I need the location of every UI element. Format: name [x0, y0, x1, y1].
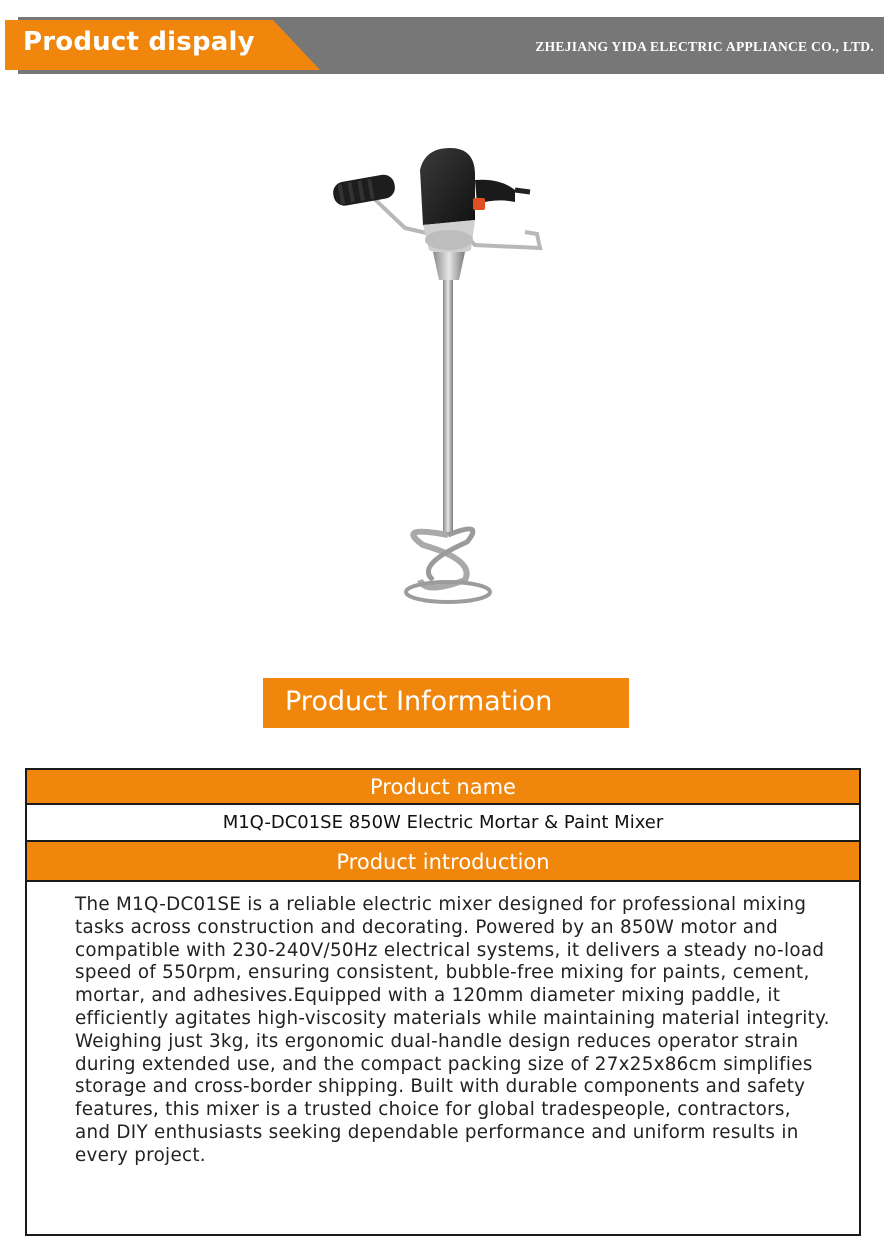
page-title: Product dispaly: [23, 27, 255, 57]
product-introduction-header: Product introduction: [27, 842, 859, 882]
product-information-label: Product Information: [285, 686, 553, 717]
header-banner: [5, 14, 884, 74]
product-name-value: M1Q-DC01SE 850W Electric Mortar & Paint Mixer: [27, 805, 859, 842]
product-introduction-text: The M1Q-DC01SE is a reliable electric mixer designed for professional mixing tasks across construction and decorating. Powered by an 850W motor and compatible with 230-240V/50Hz electrical systems, it delivers a steady no-load speed of 550rpm, ensuring consistent, bubble-free mixing for paints, cement, mortar, and adhesives.Equipped with a 120mm diameter mixing paddle, it efficiently agitates high-viscosity materials while maintaining material integrity. Weighing just 3kg, its ergonomic dual-handle design reduces operator strain during extended use, and the compact packing size of 27x25x86cm simplifies storage and cross-border shipping. Built with durable components and safety features, this mixer is a trusted choice for global tradespeople, contractors, and DIY enthusiasts seeking dependable performance and uniform results in every project.: [75, 894, 830, 1166]
product-information-banner: [263, 678, 629, 728]
electric-mortar-mixer-image: [325, 140, 555, 610]
company-name: ZHEJIANG YIDA ELECTRIC APPLIANCE CO., LTD.: [535, 39, 874, 54]
product-info-table: [25, 768, 861, 1236]
product-name-header: Product name: [27, 770, 859, 805]
